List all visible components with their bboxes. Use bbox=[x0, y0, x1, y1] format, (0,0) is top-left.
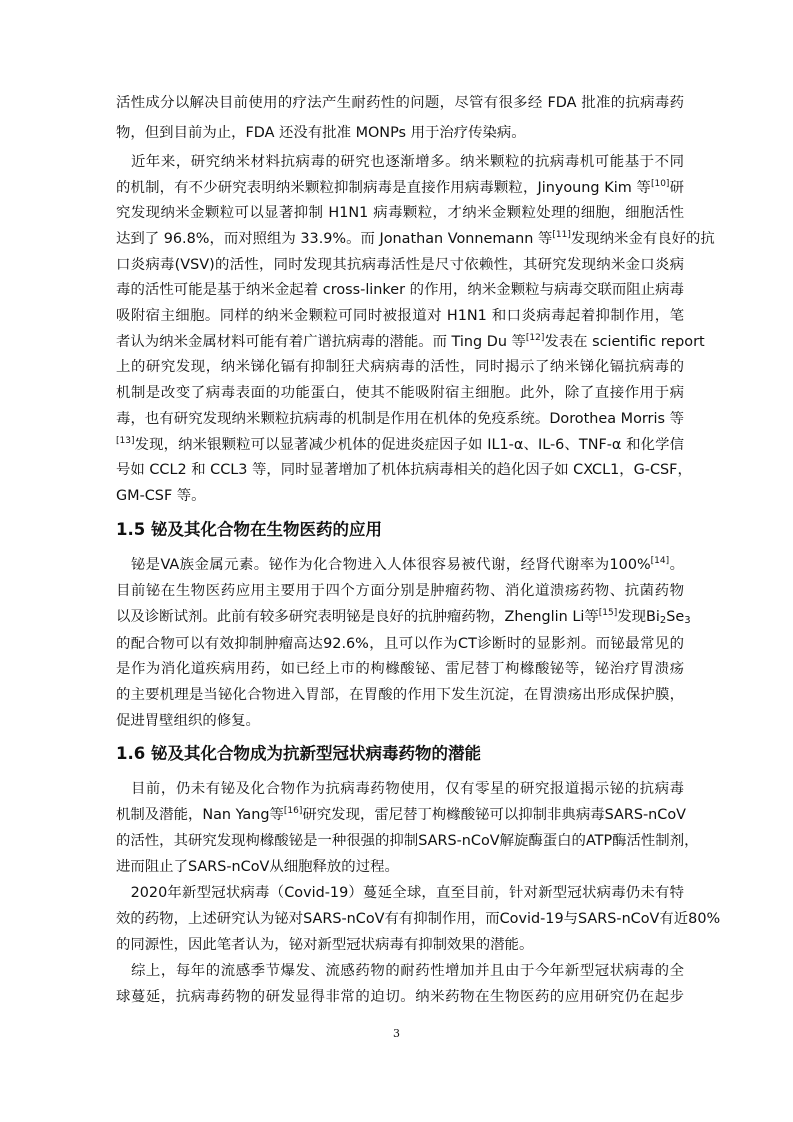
text-line bbox=[116, 330, 705, 354]
text-line: 机制是改变了病毒表面的功能蛋白，使其不能吸附宿主细胞。此外，除了直接作用于病 bbox=[116, 385, 684, 401]
subscript: 2 bbox=[659, 615, 667, 626]
citation: [12] bbox=[525, 333, 545, 343]
section-heading: 1.5 铋及其化合物在生物医药的应用 bbox=[116, 520, 382, 539]
text-line: 目前铋在生物医药应用主要用于四个方面分别是肿瘤药物、消化道溃疡药物、抗菌药物 bbox=[116, 583, 684, 599]
text-line: 活性成分以解决目前使用的疗法产生耐药性的问题，尽管有很多经 FDA 批准的抗病毒药 bbox=[116, 95, 684, 111]
text-line bbox=[116, 803, 684, 827]
citation: [11] bbox=[552, 230, 571, 240]
text-line: 的活性，其研究发现枸橼酸铋是一种很强的抑制SARS-nCoV解旋酶蛋白的ATP酶活性制剂， bbox=[116, 833, 699, 849]
text-span: 铋是VA族金属元素。铋作为化合物进入人体很容易被代谢，经肾代谢率为100% bbox=[116, 557, 651, 573]
text-line: 2020年新型冠状病毒（Covid-19）蔓延全球，直至目前，针对新型冠状病毒仍未有特 bbox=[116, 885, 684, 901]
text-line: 效的药物，上述研究认为铋对SARS-nCoV有有抑制作用，而Covid-19与SARS-nCoV有近80% bbox=[116, 911, 721, 927]
text-line: 的主要机理是当铋化合物进入胃部，在胃酸的作用下发生沉淀，在胃溃疡出形成保护膜， bbox=[116, 687, 684, 703]
text-line: GM-CSF 等。 bbox=[116, 488, 206, 504]
text-line: 吸附宿主细胞。同样的纳米金颗粒可同时被报道对 H1N1 和口炎病毒起着抑制作用，笔 bbox=[116, 308, 684, 324]
text-line: 的配合物可以有效抑制肿瘤高达92.6%，且可以作为CT诊断时的显影剂。而铋最常见的 bbox=[116, 636, 684, 652]
text-span: 达到了 96.8%，而对照组为 33.9%。而 Jonathan Vonnemann 等 bbox=[116, 231, 553, 247]
text-line: 综上，每年的流感季节爆发、流感药物的耐药性增加并且由于今年新型冠状病毒的全 bbox=[116, 963, 684, 979]
text-span: 以及诊断试剂。此前有较多研究表明铋是良好的抗肿瘤药物，Zhenglin Li等 bbox=[116, 609, 599, 625]
text-line: 号如 CCL2 和 CCL3 等，同时显著增加了机体抗病毒相关的趋化因子如 CXCL1，G-CSF， bbox=[116, 462, 692, 478]
text-span: 。 bbox=[669, 557, 684, 573]
text-line: 的同源性，因此笔者认为，铋对新型冠状病毒有抑制效果的潜能。 bbox=[116, 937, 534, 953]
text-line: 物，但到目前为止，FDA 还没有批准 MONPs 用于治疗传染病。 bbox=[116, 125, 526, 141]
text-span: 研究发现，雷尼替丁枸橼酸铋可以抑制非典病毒SARS-nCoV bbox=[302, 807, 686, 823]
text-line bbox=[116, 433, 684, 457]
text-line bbox=[116, 176, 684, 200]
citation: [15] bbox=[598, 608, 618, 618]
citation: [10] bbox=[650, 179, 670, 189]
text-span: 者认为纳米金属材料可能有着广谱抗病毒的潜能。而 Ting Du 等 bbox=[116, 334, 526, 350]
text-line: 口炎病毒(VSV)的活性，同时发现其抗病毒活性是尺寸依赖性，其研究发现纳米金口炎病 bbox=[116, 257, 684, 273]
text-span: 发现纳米金有良好的抗 bbox=[570, 231, 715, 247]
text-span: Se bbox=[666, 609, 685, 625]
text-line: 目前，仍未有铋及化合物作为抗病毒药物使用，仅有零星的研究报道揭示铋的抗病毒 bbox=[116, 781, 684, 797]
text-line bbox=[116, 227, 715, 251]
text-line: 毒的活性可能是基于纳米金起着 cross-linker 的作用，纳米金颗粒与病毒交联而阻止病毒 bbox=[116, 282, 684, 298]
text-line bbox=[116, 605, 691, 629]
text-line: 是作为消化道疾病用药，如已经上市的枸橼酸铋、雷尼替丁枸橼酸铋等，铋治疗胃溃疡 bbox=[116, 661, 684, 677]
citation: [13] bbox=[116, 436, 135, 446]
text-span: 机制及潜能，Nan Yang等 bbox=[116, 807, 284, 823]
text-line: 球蔓延，抗病毒药物的研发显得非常的迫切。纳米药物在生物医药的应用研究仍在起步 bbox=[116, 989, 684, 1005]
text-span: 研 bbox=[669, 180, 684, 196]
text-line: 进而阻止了SARS-nCoV从细胞释放的过程。 bbox=[116, 859, 399, 875]
text-span: 发现，纳米银颗粒可以显著减少机体的促进炎症因子如 IL1-α、IL-6、TNF-α 和化学信 bbox=[134, 437, 684, 453]
page-number: 3 bbox=[393, 1027, 400, 1040]
text-span: 发现Bi bbox=[617, 609, 660, 625]
text-line bbox=[116, 553, 684, 577]
section-heading: 1.6 铋及其化合物成为抗新型冠状病毒药物的潜能 bbox=[116, 744, 481, 763]
text-line: 上的研究发现，纳米锑化镉有抑制狂犬病病毒的活性，同时揭示了纳米锑化镉抗病毒的 bbox=[116, 359, 684, 375]
citation: [14] bbox=[650, 556, 670, 566]
text-line: 毒，也有研究发现纳米颗粒抗病毒的机制是作用在机体的免疫系统。Dorothea Morris 等 bbox=[116, 411, 684, 427]
text-line: 究发现纳米金颗粒可以显著抑制 H1N1 病毒颗粒，才纳米金颗粒处理的细胞，细胞活性 bbox=[116, 205, 684, 221]
text-span: 发表在 scientific report bbox=[544, 334, 705, 350]
text-line: 促进胃壁组织的修复。 bbox=[116, 713, 260, 729]
text-line: 近年来，研究纳米材料抗病毒的研究也逐渐增多。纳米颗粒的抗病毒机可能基于不同 bbox=[116, 154, 684, 170]
citation: [16] bbox=[283, 806, 303, 816]
text-span: 的机制，有不少研究表明纳米颗粒抑制病毒是直接作用病毒颗粒，Jinyoung Kim 等 bbox=[116, 180, 651, 196]
subscript: 3 bbox=[684, 615, 691, 626]
